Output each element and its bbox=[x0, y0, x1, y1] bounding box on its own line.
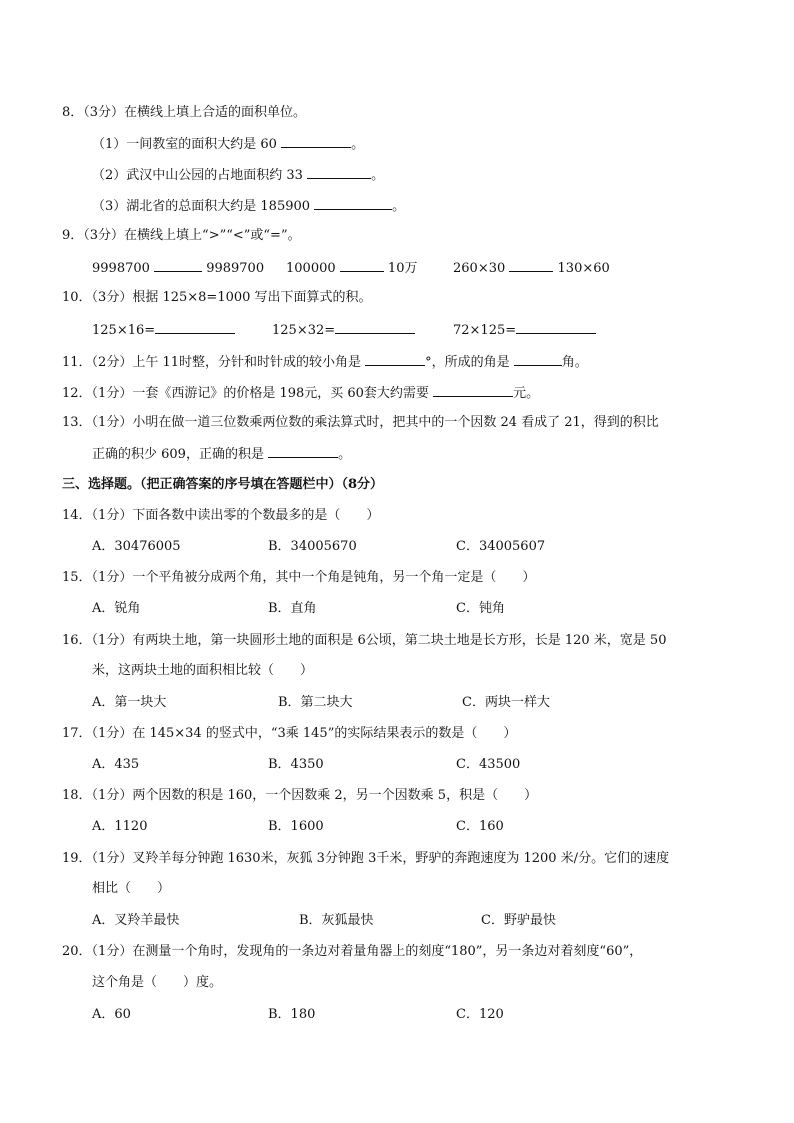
q19-line1: 19．（1分）叉羚羊每分钟跑 1630米，灰狐 3分钟跑 3千米，野驴的奔跑速度为 1200 米/分。它们的速度 bbox=[62, 851, 670, 866]
q8-sub3 bbox=[92, 196, 405, 216]
q8-sub3-blank[interactable] bbox=[314, 196, 392, 210]
q8-stem: 8．（3分）在横线上填上合适的面积单位。 bbox=[62, 105, 307, 120]
q8-sub2-blank[interactable] bbox=[307, 165, 371, 179]
q9-c-right: 130×60 bbox=[557, 261, 610, 276]
q11-part1: 11．（2分）上午 11时整，分针和时针成的较小角是 bbox=[62, 355, 361, 370]
q11-blank2[interactable] bbox=[514, 352, 562, 366]
q9-a-left: 9998700 bbox=[92, 261, 150, 276]
q12-part1: 12．（1分）一套《西游记》的价格是 198元，买 60套大约需要 bbox=[62, 386, 429, 401]
q14-option-c[interactable]: C．34005607 bbox=[456, 539, 546, 554]
q13-blank[interactable] bbox=[268, 444, 338, 458]
q10-c-text: 72×125= bbox=[453, 323, 517, 338]
q8-sub2 bbox=[92, 165, 384, 185]
q8-sub1-blank[interactable] bbox=[281, 134, 351, 148]
q9-b-blank[interactable] bbox=[340, 258, 384, 272]
q13-line2-end: 。 bbox=[338, 447, 352, 462]
q16-line1: 16．（1分）有两块土地，第一块圆形土地的面积是 6公顷，第二块土地是长方形，长是 120 米，宽是 50 bbox=[62, 633, 667, 648]
q10-a-blank[interactable] bbox=[155, 320, 235, 334]
q18-option-b[interactable]: B．1600 bbox=[268, 819, 324, 834]
q14-option-a[interactable]: A．30476005 bbox=[92, 539, 181, 554]
q15-option-c[interactable]: C．钝角 bbox=[456, 601, 505, 616]
q20-line2: 这个角是（ ）度。 bbox=[92, 975, 223, 990]
q10-b-blank[interactable] bbox=[335, 320, 415, 334]
q12 bbox=[62, 383, 539, 403]
q17-option-b[interactable]: B．4350 bbox=[268, 757, 324, 772]
q13-line2 bbox=[92, 444, 351, 464]
q13-line1: 13．（1分）小明在做一道三位数乘两位数的乘法算式时，把其中的一个因数 24 看成了 21，得到的积比 bbox=[62, 415, 659, 430]
q10-stem: 10．（3分）根据 125×8=1000 写出下面算式的积。 bbox=[62, 290, 372, 305]
q11 bbox=[62, 352, 588, 372]
q12-part2: 元。 bbox=[513, 386, 540, 401]
q9-item-c bbox=[453, 258, 610, 278]
q8-sub2-text: （2）武汉中山公园的占地面积约 33 bbox=[92, 168, 303, 183]
q8-sub1 bbox=[92, 134, 364, 154]
q17-stem: 17．（1分）在 145×34 的竖式中，“3乘 145”的实际结果表示的数是（ ） bbox=[62, 726, 517, 741]
q10-a-text: 125×16= bbox=[92, 323, 156, 338]
q9-b-right: 10万 bbox=[387, 261, 418, 276]
q19-option-c[interactable]: C．野驴最快 bbox=[481, 913, 556, 928]
q15-option-a[interactable]: A．锐角 bbox=[92, 601, 141, 616]
q9-c-blank[interactable] bbox=[509, 258, 553, 272]
q8-sub1-text: （1）一间教室的面积大约是 60 bbox=[92, 137, 277, 152]
q19-option-b[interactable]: B．灰狐最快 bbox=[299, 913, 374, 928]
q18-option-c[interactable]: C．160 bbox=[456, 819, 504, 834]
q16-option-c[interactable]: C．两块一样大 bbox=[462, 695, 550, 710]
q9-stem: 9．（3分）在横线上填上“>”“<”或“=”。 bbox=[62, 228, 301, 243]
q9-a-blank[interactable] bbox=[154, 258, 202, 272]
q11-part3: 角。 bbox=[561, 355, 588, 370]
q16-option-b[interactable]: B．第二块大 bbox=[278, 695, 353, 710]
q8-sub2-end: 。 bbox=[371, 168, 385, 183]
q11-blank1[interactable] bbox=[365, 352, 425, 366]
q20-option-c[interactable]: C．120 bbox=[456, 1007, 504, 1022]
q16-line2: 米，这两块土地的面积相比较（ ） bbox=[92, 663, 314, 678]
q14-stem: 14．（1分）下面各数中读出零的个数最多的是（ ） bbox=[62, 508, 380, 523]
q9-item-a bbox=[92, 258, 264, 278]
q8-sub3-text: （3）湖北省的总面积大约是 185900 bbox=[92, 199, 311, 214]
q13-line2-text: 正确的积少 609，正确的积是 bbox=[92, 447, 264, 462]
q12-blank[interactable] bbox=[433, 383, 513, 397]
q19-option-a[interactable]: A．叉羚羊最快 bbox=[92, 913, 180, 928]
q17-option-c[interactable]: C．43500 bbox=[456, 757, 521, 772]
q20-option-a[interactable]: A．60 bbox=[92, 1007, 131, 1022]
q8-sub3-end: 。 bbox=[392, 199, 406, 214]
q10-item-c bbox=[453, 320, 596, 340]
q16-option-a[interactable]: A．第一块大 bbox=[92, 695, 167, 710]
q15-option-b[interactable]: B．直角 bbox=[268, 601, 317, 616]
q10-item-b bbox=[272, 320, 415, 340]
q14-option-b[interactable]: B．34005670 bbox=[268, 539, 357, 554]
q18-stem: 18．（1分）两个因数的积是 160，一个因数乘 2，另一个因数乘 5，积是（ ） bbox=[62, 788, 538, 803]
q17-option-a[interactable]: A．435 bbox=[92, 757, 140, 772]
q19-line2: 相比（ ） bbox=[92, 881, 171, 896]
q15-stem: 15．（1分）一个平角被分成两个角，其中一个角是钝角，另一个角一定是（ ） bbox=[62, 570, 536, 585]
q10-b-text: 125×32= bbox=[272, 323, 336, 338]
q9-c-left: 260×30 bbox=[453, 261, 506, 276]
q10-c-blank[interactable] bbox=[516, 320, 596, 334]
q9-item-b bbox=[286, 258, 417, 278]
section3-title: 三、选择题。（把正确答案的序号填在答题栏中）（8分） bbox=[62, 477, 384, 492]
q11-part2: °，所成的角是 bbox=[425, 355, 510, 370]
q8-sub1-end: 。 bbox=[351, 137, 365, 152]
q9-a-right: 9989700 bbox=[206, 261, 265, 276]
q10-item-a bbox=[92, 320, 235, 340]
q18-option-a[interactable]: A．1120 bbox=[92, 819, 148, 834]
q20-option-b[interactable]: B．180 bbox=[268, 1007, 316, 1022]
q20-line1: 20．（1分）在测量一个角时，发现角的一条边对着量角器上的刻度“180”，另一条边对着刻度“60”， bbox=[62, 944, 643, 959]
q9-b-left: 100000 bbox=[286, 261, 336, 276]
